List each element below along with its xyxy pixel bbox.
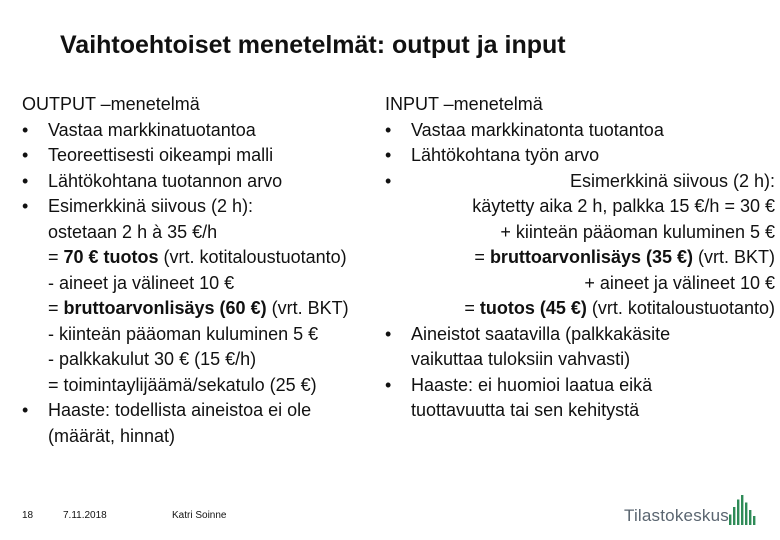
list-item-line — [48, 245, 392, 271]
bullet-icon: • — [22, 119, 29, 140]
list-item-line — [411, 296, 775, 322]
bullet-icon: • — [385, 145, 392, 165]
text-segment: vaikuttaa tuloksiin vahvasti) — [411, 349, 631, 369]
list-item-line — [48, 220, 392, 246]
text-segment: Lähtökohtana tuotannon arvo — [48, 170, 283, 191]
footer-date: 7.11.2018 — [63, 510, 107, 521]
text-segment: = toimintaylijäämä/sekatulo (25 €) — [48, 374, 317, 395]
text-segment: Haaste: ei huomioi laatua eikä — [411, 374, 653, 395]
bold-text: bruttoarvonlisäys (35 €) — [489, 247, 693, 267]
text-segment: + kiinteän pääoman kuluminen 5 € — [500, 221, 775, 242]
text-segment: - palkkakulut 30 € (15 €/h) — [48, 349, 257, 369]
text-segment: (vrt. kotitaloustuotanto) — [158, 247, 347, 267]
logo-bar — [745, 503, 747, 526]
text-segment: + aineet ja välineet 10 € — [584, 272, 775, 293]
output-bullet-list — [22, 118, 392, 450]
list-item-line — [411, 347, 775, 373]
list-item-line — [48, 169, 392, 195]
text-segment: ostetaan 2 h à 35 €/h — [48, 221, 218, 242]
list-item-line — [48, 373, 392, 399]
bullet-icon: • — [22, 400, 29, 420]
logo-bar — [741, 495, 743, 525]
logo-bar — [733, 507, 735, 525]
bullet-icon: • — [385, 323, 392, 344]
list-item-line — [48, 118, 392, 144]
text-segment: käytetty aika 2 h, palkka 15 €/h = 30 € — [472, 196, 775, 216]
list-item-line — [411, 398, 775, 424]
text-segment: Teoreettisesti oikeampi malli — [48, 145, 274, 165]
list-item — [22, 118, 392, 144]
bullet-icon: • — [385, 119, 392, 140]
list-item — [385, 118, 775, 144]
logo-bar — [749, 510, 751, 525]
bold-text: 70 € tuotos — [63, 247, 159, 267]
list-item — [385, 322, 775, 373]
logo-bars-icon — [728, 494, 758, 526]
logo-bar — [729, 515, 731, 526]
text-segment: Esimerkkinä siivous (2 h): — [48, 196, 254, 216]
list-item-line — [411, 373, 775, 399]
list-item — [385, 143, 775, 169]
input-bullet-list — [385, 118, 775, 424]
text-segment: tuottavuutta tai sen kehitystä — [411, 400, 640, 420]
list-item — [22, 143, 392, 169]
text-segment: - kiinteän pääoman kuluminen 5 € — [48, 323, 319, 344]
list-item-line — [48, 424, 392, 450]
list-item-line — [411, 322, 775, 348]
footer-author: Katri Soinne — [172, 510, 227, 521]
text-segment: Aineistot saatavilla (palkkakäsite — [411, 323, 671, 344]
text-segment: = — [48, 247, 64, 267]
text-segment: Haaste: todellista aineistoa ei ole — [48, 400, 312, 420]
text-segment: (vrt. BKT) — [266, 298, 349, 318]
list-item-line — [411, 118, 775, 144]
text-segment: (vrt. BKT) — [693, 247, 775, 267]
bullet-icon: • — [385, 170, 392, 191]
tilastokeskus-logo — [624, 490, 764, 530]
list-item — [385, 373, 775, 424]
list-item-line — [48, 194, 392, 220]
logo-bar — [753, 516, 755, 525]
list-item — [22, 169, 392, 195]
list-item-line — [48, 322, 392, 348]
text-segment: (määrät, hinnat) — [48, 425, 176, 446]
list-item-line — [411, 271, 775, 297]
page-number: 18 — [22, 510, 34, 521]
list-item-line — [411, 220, 775, 246]
bullet-icon: • — [22, 170, 29, 191]
list-item-line — [411, 169, 775, 195]
list-item-line — [48, 347, 392, 373]
text-segment: Esimerkkinä siivous (2 h): — [569, 170, 775, 191]
input-heading: INPUT –menetelmä — [385, 94, 543, 114]
list-item-line — [411, 245, 775, 271]
text-segment: = — [464, 298, 480, 318]
list-item — [22, 194, 392, 398]
text-segment: = — [474, 247, 490, 267]
text-segment: (vrt. kotitaloustuotanto) — [586, 298, 775, 318]
bullet-icon: • — [385, 374, 392, 395]
logo-text: Tilastokeskus — [624, 506, 729, 525]
text-segment: Lähtökohtana työn arvo — [411, 145, 600, 165]
output-heading: OUTPUT –menetelmä — [22, 94, 200, 114]
list-item-line — [48, 398, 392, 424]
bullet-icon: • — [22, 196, 29, 216]
list-item-line — [411, 143, 775, 169]
list-item — [385, 169, 775, 322]
bold-text: tuotos (45 €) — [479, 298, 587, 318]
slide-title: Vaihtoehtoiset menetelmät: output ja input — [60, 31, 566, 59]
list-item-line — [411, 194, 775, 220]
text-segment: Vastaa markkinatonta tuotantoa — [411, 119, 664, 140]
output-column — [22, 92, 392, 449]
bold-text: bruttoarvonlisäys (60 €) — [63, 298, 267, 318]
input-column — [385, 92, 775, 424]
list-item — [22, 398, 392, 449]
list-item-line — [48, 143, 392, 169]
bullet-icon: • — [22, 145, 29, 165]
text-segment: = — [48, 298, 64, 318]
list-item-line — [48, 296, 392, 322]
text-segment: - aineet ja välineet 10 € — [48, 272, 235, 293]
list-item-line — [48, 271, 392, 297]
text-segment: Vastaa markkinatuotantoa — [48, 119, 256, 140]
logo-bar — [737, 500, 739, 526]
